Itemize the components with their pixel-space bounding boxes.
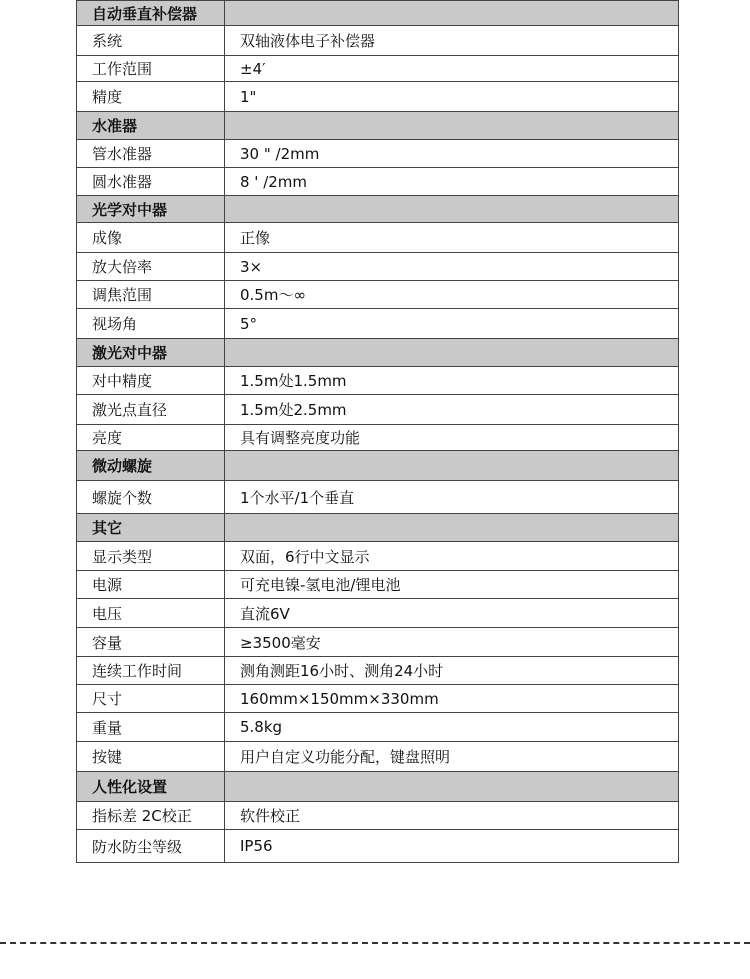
spec-label: 防水防尘等级 — [77, 830, 225, 863]
section-title: 水准器 — [77, 112, 225, 140]
section-title: 人性化设置 — [77, 772, 225, 802]
spec-label: 系统 — [77, 26, 225, 56]
spec-value: 双轴液体电子补偿器 — [225, 26, 679, 56]
spec-value: 测角测距16小时、测角24小时 — [225, 657, 679, 685]
spec-value: 1.5m处2.5mm — [225, 395, 679, 425]
table-row — [77, 395, 679, 425]
spec-value: 160mm×150mm×330mm — [225, 685, 679, 713]
section-header-blank — [225, 112, 679, 140]
table-row — [77, 657, 679, 685]
spec-label: 重量 — [77, 713, 225, 742]
spec-label: 指标差 2C校正 — [77, 802, 225, 830]
spec-label: 电压 — [77, 599, 225, 628]
table-row — [77, 140, 679, 168]
section-header-blank — [225, 514, 679, 542]
spec-value: 5.8kg — [225, 713, 679, 742]
spec-table-body — [77, 1, 679, 863]
spec-label: 放大倍率 — [77, 253, 225, 281]
spec-label: 激光点直径 — [77, 395, 225, 425]
spec-value: 用户自定义功能分配，键盘照明 — [225, 742, 679, 772]
section-title: 其它 — [77, 514, 225, 542]
table-row — [77, 571, 679, 599]
spec-value: ±4′ — [225, 56, 679, 82]
section-header-blank — [225, 196, 679, 223]
section-header-blank — [225, 772, 679, 802]
section-header — [77, 772, 679, 802]
spec-value: 1个水平/1个垂直 — [225, 481, 679, 514]
table-row — [77, 82, 679, 112]
spec-value: IP56 — [225, 830, 679, 863]
spec-value: 30 " /2mm — [225, 140, 679, 168]
table-row — [77, 481, 679, 514]
spec-label: 管水准器 — [77, 140, 225, 168]
spec-value: 3× — [225, 253, 679, 281]
table-row — [77, 309, 679, 339]
spec-label: 尺寸 — [77, 685, 225, 713]
section-title: 光学对中器 — [77, 196, 225, 223]
spec-value: 具有调整亮度功能 — [225, 425, 679, 451]
section-header-blank — [225, 339, 679, 367]
spec-value: 1.5m处1.5mm — [225, 367, 679, 395]
section-header — [77, 1, 679, 26]
spec-label: 螺旋个数 — [77, 481, 225, 514]
spec-label: 按键 — [77, 742, 225, 772]
table-row — [77, 281, 679, 309]
spec-label: 成像 — [77, 223, 225, 253]
spec-label: 工作范围 — [77, 56, 225, 82]
spec-value: 0.5m～∞ — [225, 281, 679, 309]
spec-label: 视场角 — [77, 309, 225, 339]
section-title: 自动垂直补偿器 — [77, 1, 225, 26]
table-row — [77, 168, 679, 196]
spec-value: ≥3500毫安 — [225, 628, 679, 657]
table-row — [77, 802, 679, 830]
table-row — [77, 367, 679, 395]
spec-value: 可充电镍-氢电池/锂电池 — [225, 571, 679, 599]
section-header-blank — [225, 1, 679, 26]
spec-label: 电源 — [77, 571, 225, 599]
spec-label: 圆水准器 — [77, 168, 225, 196]
spec-label: 调焦范围 — [77, 281, 225, 309]
table-row — [77, 253, 679, 281]
section-title: 激光对中器 — [77, 339, 225, 367]
spec-label: 连续工作时间 — [77, 657, 225, 685]
table-row — [77, 599, 679, 628]
spec-value: 1" — [225, 82, 679, 112]
spec-label: 对中精度 — [77, 367, 225, 395]
spec-value: 软件校正 — [225, 802, 679, 830]
dashed-divider — [0, 942, 750, 944]
section-header — [77, 196, 679, 223]
section-header — [77, 451, 679, 481]
spec-label: 显示类型 — [77, 542, 225, 571]
spec-value: 双面，6行中文显示 — [225, 542, 679, 571]
spec-label: 亮度 — [77, 425, 225, 451]
table-row — [77, 628, 679, 657]
spec-value: 正像 — [225, 223, 679, 253]
table-row — [77, 56, 679, 82]
table-row — [77, 830, 679, 863]
section-header — [77, 112, 679, 140]
table-row — [77, 685, 679, 713]
spec-label: 容量 — [77, 628, 225, 657]
section-header — [77, 514, 679, 542]
spec-table — [76, 0, 679, 863]
section-header-blank — [225, 451, 679, 481]
spec-value: 5° — [225, 309, 679, 339]
table-row — [77, 223, 679, 253]
section-header — [77, 339, 679, 367]
table-row — [77, 26, 679, 56]
spec-value: 直流6V — [225, 599, 679, 628]
table-row — [77, 425, 679, 451]
table-row — [77, 542, 679, 571]
table-row — [77, 713, 679, 742]
spec-value: 8 ' /2mm — [225, 168, 679, 196]
spec-label: 精度 — [77, 82, 225, 112]
section-title: 微动螺旋 — [77, 451, 225, 481]
table-row — [77, 742, 679, 772]
